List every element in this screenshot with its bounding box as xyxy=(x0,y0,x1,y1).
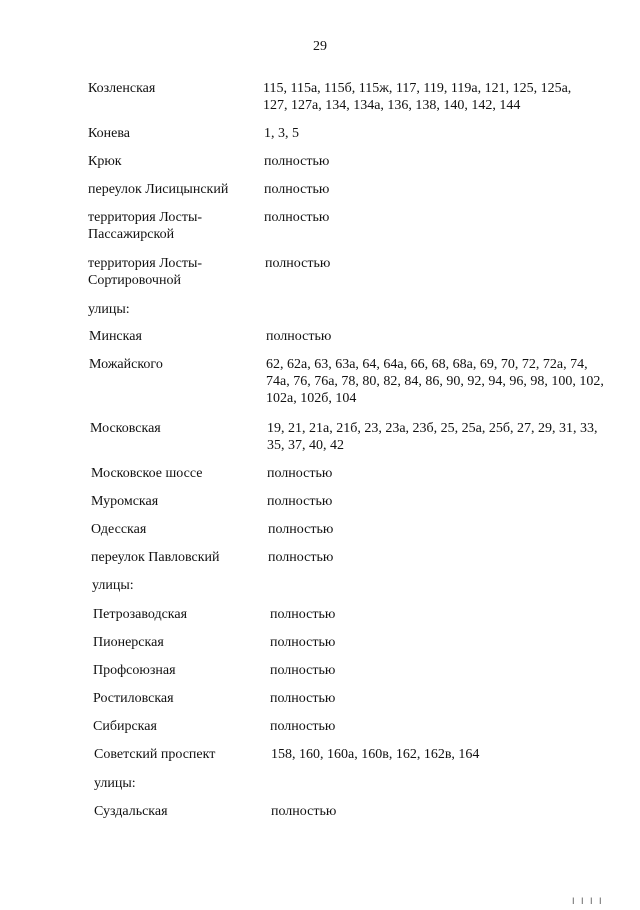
house-numbers: полностью xyxy=(268,550,334,565)
street-name: Минская xyxy=(89,329,142,344)
house-numbers: 62, 62а, 63, 63а, 64, 64а, 66, 68, 68а, 69, 70, 72, 72а, 74, 74а, 76, 76а, 78, 80, 82, 84, 86, 90, 92, 94, 96, 98, 100, 102, 102а, 102б, 104 xyxy=(266,357,604,406)
street-name: территория Лосты-Пассажирской xyxy=(88,210,203,242)
page-number: 29 xyxy=(313,39,327,54)
house-numbers: полностью xyxy=(266,329,332,344)
house-numbers: полностью xyxy=(270,635,336,650)
street-name: Крюк xyxy=(88,154,122,169)
street-name: территория Лосты-Сортировочной xyxy=(88,256,203,288)
street-name: улицы: xyxy=(92,578,134,593)
street-name: Сибирская xyxy=(93,719,157,734)
street-name: Муромская xyxy=(91,494,159,509)
house-numbers: полностью xyxy=(270,691,336,706)
house-numbers: полностью xyxy=(270,663,336,678)
house-numbers: полностью xyxy=(271,804,337,819)
house-numbers: полностью xyxy=(270,607,336,622)
street-name: Московское шоссе xyxy=(91,466,203,481)
house-numbers: 115, 115а, 115б, 115ж, 117, 119, 119а, 121, 125, 125а, 127, 127а, 134, 134а, 136, 138, 140, 142, 144 xyxy=(263,81,572,113)
street-name: Петрозаводская xyxy=(93,607,188,622)
street-name: улицы: xyxy=(94,776,136,791)
street-name: Конева xyxy=(88,126,130,141)
house-numbers: полностью xyxy=(267,466,333,481)
street-name: Ростиловская xyxy=(93,691,174,706)
house-numbers: полностью xyxy=(264,210,330,225)
street-name: Суздальская xyxy=(94,804,168,819)
house-numbers: полностью xyxy=(265,256,331,271)
house-numbers: полностью xyxy=(268,522,334,537)
house-numbers: полностью xyxy=(267,494,333,509)
street-name: Московская xyxy=(90,421,161,436)
street-name: Можайского xyxy=(89,357,163,372)
house-numbers: полностью xyxy=(264,154,330,169)
scan-marks: I I I I xyxy=(572,896,604,906)
house-numbers: 1, 3, 5 xyxy=(264,126,299,141)
street-name: Советский проспект xyxy=(94,747,216,762)
street-name: улицы: xyxy=(88,302,130,317)
street-name: переулок Лисицынский xyxy=(88,182,229,197)
street-name: Козленская xyxy=(88,81,156,96)
house-numbers: 19, 21, 21а, 21б, 23, 23а, 23б, 25, 25а, 25б, 27, 29, 31, 33, 35, 37, 40, 42 xyxy=(267,421,598,453)
street-name: Одесская xyxy=(91,522,147,537)
street-name: Профсоюзная xyxy=(93,663,176,678)
house-numbers: полностью xyxy=(270,719,336,734)
street-name: Пионерская xyxy=(93,635,164,650)
house-numbers: полностью xyxy=(264,182,330,197)
street-name: переулок Павловский xyxy=(91,550,220,565)
house-numbers: 158, 160, 160а, 160в, 162, 162в, 164 xyxy=(271,747,480,762)
